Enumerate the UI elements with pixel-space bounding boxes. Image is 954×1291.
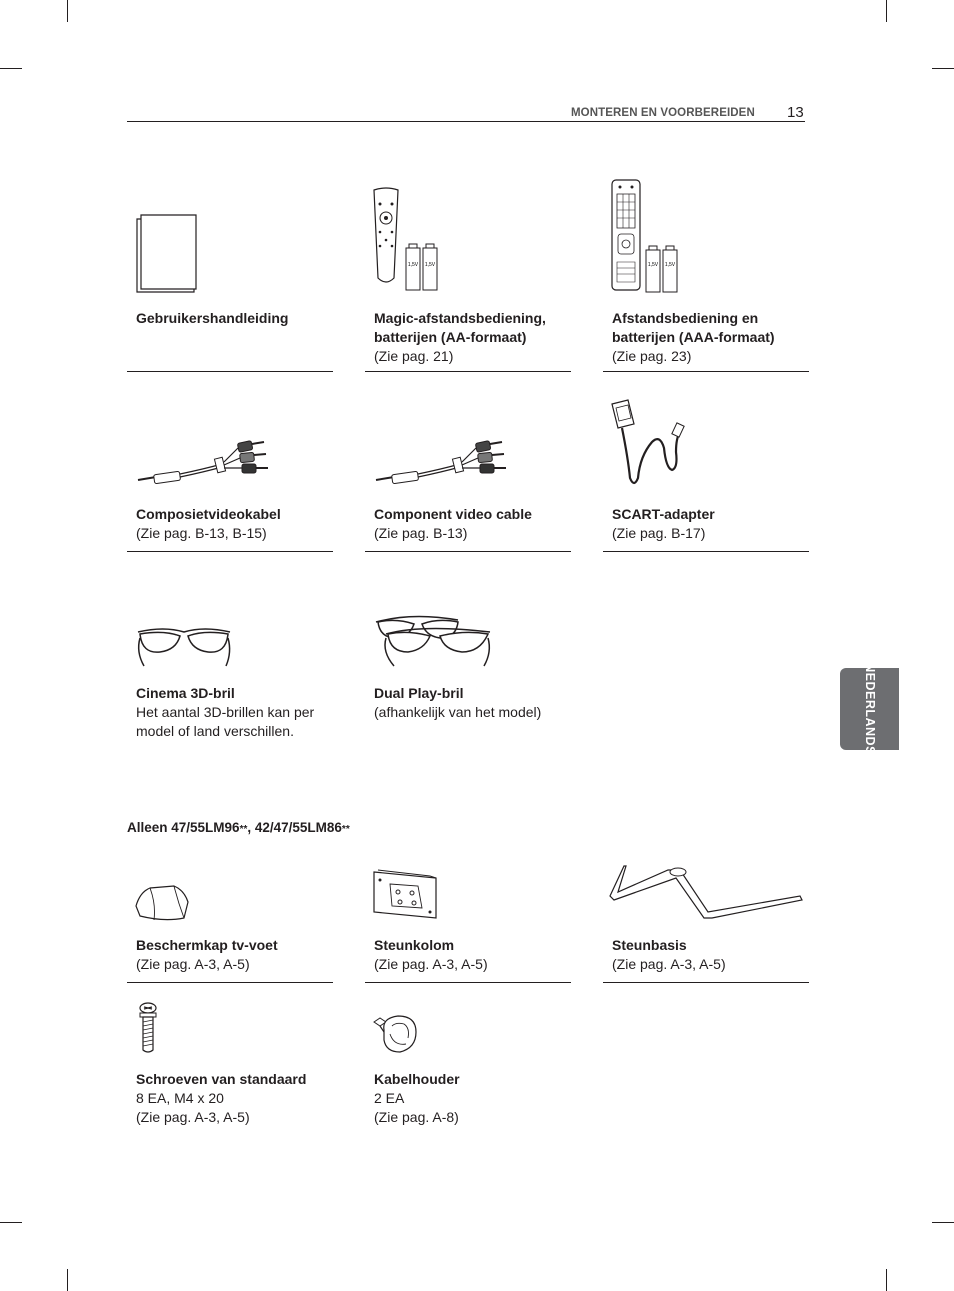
section-title: MONTEREN EN VOORBEREIDEN <box>571 107 755 119</box>
divider <box>365 982 571 983</box>
stand-cover-icon <box>134 884 192 922</box>
item-title: Afstandsbediening en <box>612 310 759 326</box>
item-title: Composietvideokabel <box>136 506 281 522</box>
model-note <box>127 820 350 835</box>
crop-mark <box>0 1222 22 1223</box>
note-text: , 42/47/55LM86 <box>247 820 342 835</box>
item-caption <box>136 684 314 741</box>
item-reference: (Zie pag. A-3, A-5) <box>136 1109 250 1125</box>
remote-icon <box>610 178 680 294</box>
crop-mark <box>67 0 68 22</box>
item-title: Magic-afstandsbediening, <box>374 310 546 326</box>
divider <box>127 551 333 552</box>
item-reference: (Zie pag. B-17) <box>612 525 706 541</box>
crop-mark <box>886 0 887 22</box>
stand-base-icon <box>608 862 804 920</box>
scart-adapter-icon <box>608 398 688 488</box>
crop-mark <box>886 1269 887 1291</box>
item-title-line2: batterijen (AA-formaat) <box>374 329 527 345</box>
item-description: model of land verschillen. <box>136 723 294 739</box>
item-reference: (Zie pag. 21) <box>374 348 454 364</box>
item-title: Steunkolom <box>374 937 455 953</box>
item-caption <box>612 505 715 543</box>
manual-icon <box>136 214 198 294</box>
item-reference: (Zie pag. A-3, A-5) <box>612 956 726 972</box>
item-caption <box>136 505 281 543</box>
crop-mark <box>67 1269 68 1291</box>
item-description: 2 EA <box>374 1090 405 1106</box>
item-caption <box>136 1070 306 1127</box>
composite-cable-icon <box>134 436 274 488</box>
item-caption <box>374 684 541 722</box>
divider <box>603 982 809 983</box>
item-description: (afhankelijk van het model) <box>374 704 542 720</box>
battery-label: 1,5V <box>664 262 676 268</box>
divider <box>365 551 571 552</box>
glasses-icon <box>134 622 234 670</box>
item-title: SCART-adapter <box>612 506 715 522</box>
header-rule <box>127 121 805 122</box>
item-reference: (Zie pag. B-13, B-15) <box>136 525 267 541</box>
item-title: Cinema 3D-bril <box>136 685 235 701</box>
item-caption <box>374 505 532 543</box>
item-caption <box>612 309 775 366</box>
battery-label: 1,5V <box>424 262 436 268</box>
language-tab <box>840 663 899 755</box>
note-stars: ** <box>239 824 248 835</box>
item-reference: (Zie pag. A-8) <box>374 1109 459 1125</box>
item-title-line2: batterijen (AAA-formaat) <box>612 329 775 345</box>
item-title: Kabelhouder <box>374 1071 460 1087</box>
dual-play-glasses-icon <box>372 612 494 668</box>
stand-column-icon <box>372 868 440 922</box>
item-caption <box>136 936 278 974</box>
item-caption <box>374 309 546 366</box>
language-tab-label: NEDERLANDS <box>862 663 877 755</box>
battery-label: 1,5V <box>647 262 659 268</box>
crop-mark <box>932 68 954 69</box>
page-number: 13 <box>787 104 804 121</box>
item-reference: (Zie pag. B-13) <box>374 525 468 541</box>
item-reference: (Zie pag. A-3, A-5) <box>136 956 250 972</box>
component-cable-icon <box>372 436 512 488</box>
item-caption <box>374 1070 460 1127</box>
screw-icon <box>138 1002 158 1054</box>
item-caption <box>136 309 288 328</box>
note-stars: ** <box>341 824 350 835</box>
crop-mark <box>0 68 22 69</box>
item-description: Het aantal 3D-brillen kan per <box>136 704 315 720</box>
divider <box>603 371 809 372</box>
item-title: Component video cable <box>374 506 532 522</box>
item-caption <box>612 936 726 974</box>
item-title: Beschermkap tv-voet <box>136 937 278 953</box>
magic-remote-icon <box>370 186 440 292</box>
divider <box>127 371 333 372</box>
item-title: Dual Play-bril <box>374 685 464 701</box>
item-reference: (Zie pag. A-3, A-5) <box>374 956 488 972</box>
divider <box>603 551 809 552</box>
item-title: Gebruikershandleiding <box>136 310 289 326</box>
divider <box>127 982 333 983</box>
crop-mark <box>932 1222 954 1223</box>
divider <box>365 371 571 372</box>
item-caption <box>374 936 488 974</box>
cable-holder-icon <box>372 1012 420 1054</box>
item-reference: (Zie pag. 23) <box>612 348 692 364</box>
item-title: Schroeven van standaard <box>136 1071 307 1087</box>
battery-label: 1,5V <box>407 262 419 268</box>
note-text: Alleen 47/55LM96 <box>127 820 240 835</box>
item-description: 8 EA, M4 x 20 <box>136 1090 224 1106</box>
item-title: Steunbasis <box>612 937 687 953</box>
